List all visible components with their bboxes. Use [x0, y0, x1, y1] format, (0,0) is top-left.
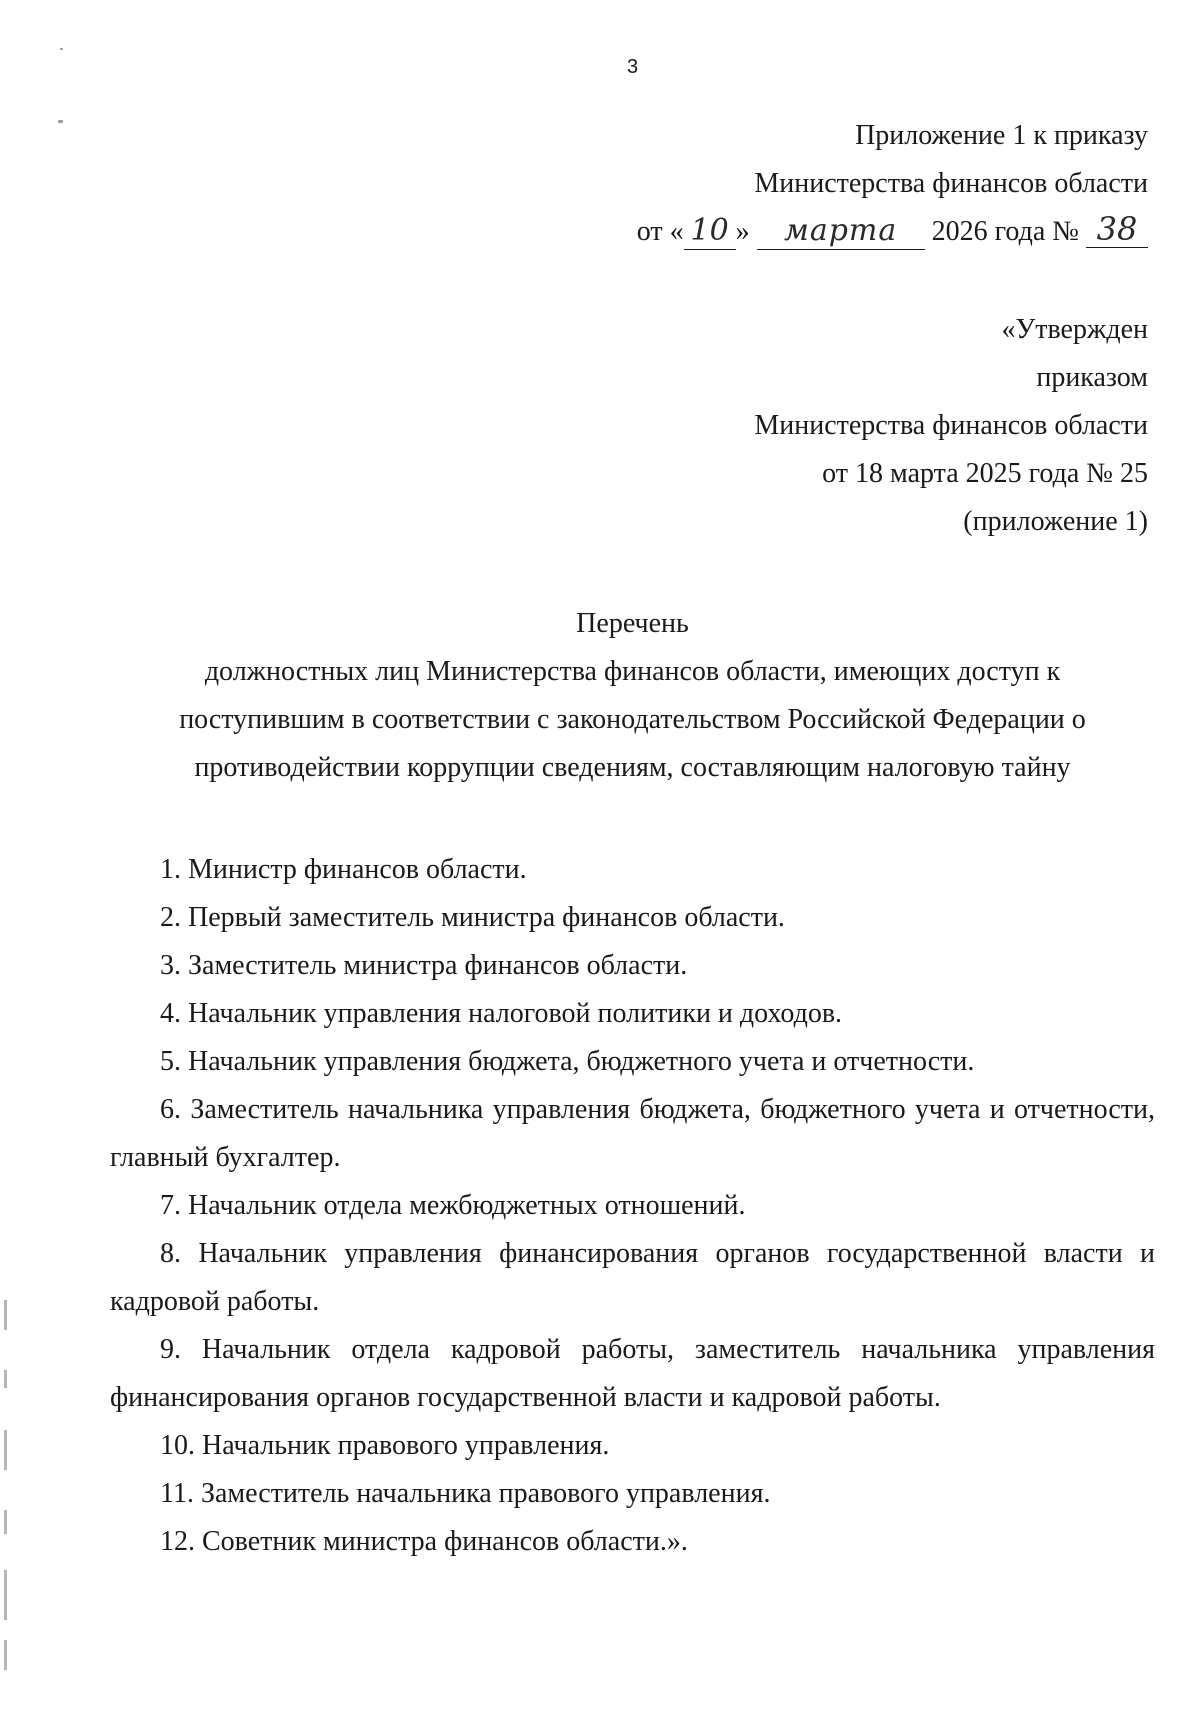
approved-ministry-line: Министерства финансов области: [754, 410, 1148, 441]
year-text: 2026 года №: [931, 216, 1079, 247]
quote-close: »: [735, 216, 750, 247]
officials-list: [110, 846, 1155, 1566]
scan-speck: [58, 120, 63, 123]
title-line: должностных лиц Министерства финансов области, имеющих доступ к: [204, 656, 1061, 687]
page-number: 3: [626, 56, 639, 78]
list-item: 1. Министр финансов области.: [160, 854, 527, 885]
title-line: противодействии коррупции сведениям, составляющим налоговую тайну: [194, 752, 1071, 783]
list-item: 12. Советник министра финансов области.».: [160, 1526, 688, 1557]
list-item: 4. Начальник управления налоговой политики и доходов.: [160, 998, 843, 1029]
title-line: поступившим в соответствии с законодательством Российской Федерации о: [179, 704, 1086, 735]
scan-speck: [60, 48, 63, 50]
title-heading: Перечень: [576, 608, 689, 639]
list-item: 9. Начальник отдела кадровой работы, заместитель начальника управления финансирования органов государственной власти и кадровой работы.: [110, 1334, 1155, 1413]
order-appendix-header: [637, 112, 1148, 256]
date-prefix: от «: [636, 216, 684, 247]
list-item: 7. Начальник отдела межбюджетных отношений.: [160, 1190, 746, 1221]
list-item: 3. Заместитель министра финансов области.: [160, 950, 688, 981]
approved-date-line: от 18 марта 2025 года № 25: [822, 458, 1148, 489]
order-date-line: [637, 208, 1148, 256]
list-item: 5. Начальник управления бюджета, бюджетного учета и отчетности.: [160, 1046, 975, 1077]
list-item: 6. Заместитель начальника управления бюджета, бюджетного учета и отчетности, главный бухгалтер.: [110, 1094, 1155, 1173]
appendix-reference-line: (приложение 1): [963, 506, 1148, 537]
document-title: [110, 600, 1155, 792]
list-item: 8. Начальник управления финансирования органов государственной власти и кадровой работы.: [110, 1238, 1155, 1317]
scan-margin-marks: [4, 1300, 10, 1680]
list-item: 11. Заместитель начальника правового управления.: [160, 1478, 771, 1509]
ministry-line: Министерства финансов области: [754, 168, 1148, 199]
appendix-line: Приложение 1 к приказу: [855, 120, 1148, 151]
list-item: 10. Начальник правового управления.: [160, 1430, 610, 1461]
order-word-line: приказом: [1036, 362, 1148, 393]
list-item: 2. Первый заместитель министра финансов области.: [160, 902, 785, 933]
handwritten-month: марта: [757, 213, 925, 250]
handwritten-day: 10: [684, 213, 736, 250]
approved-line: «Утвержден: [1001, 314, 1148, 345]
approved-stamp-block: [754, 306, 1148, 546]
handwritten-order-number: 38: [1086, 211, 1148, 248]
